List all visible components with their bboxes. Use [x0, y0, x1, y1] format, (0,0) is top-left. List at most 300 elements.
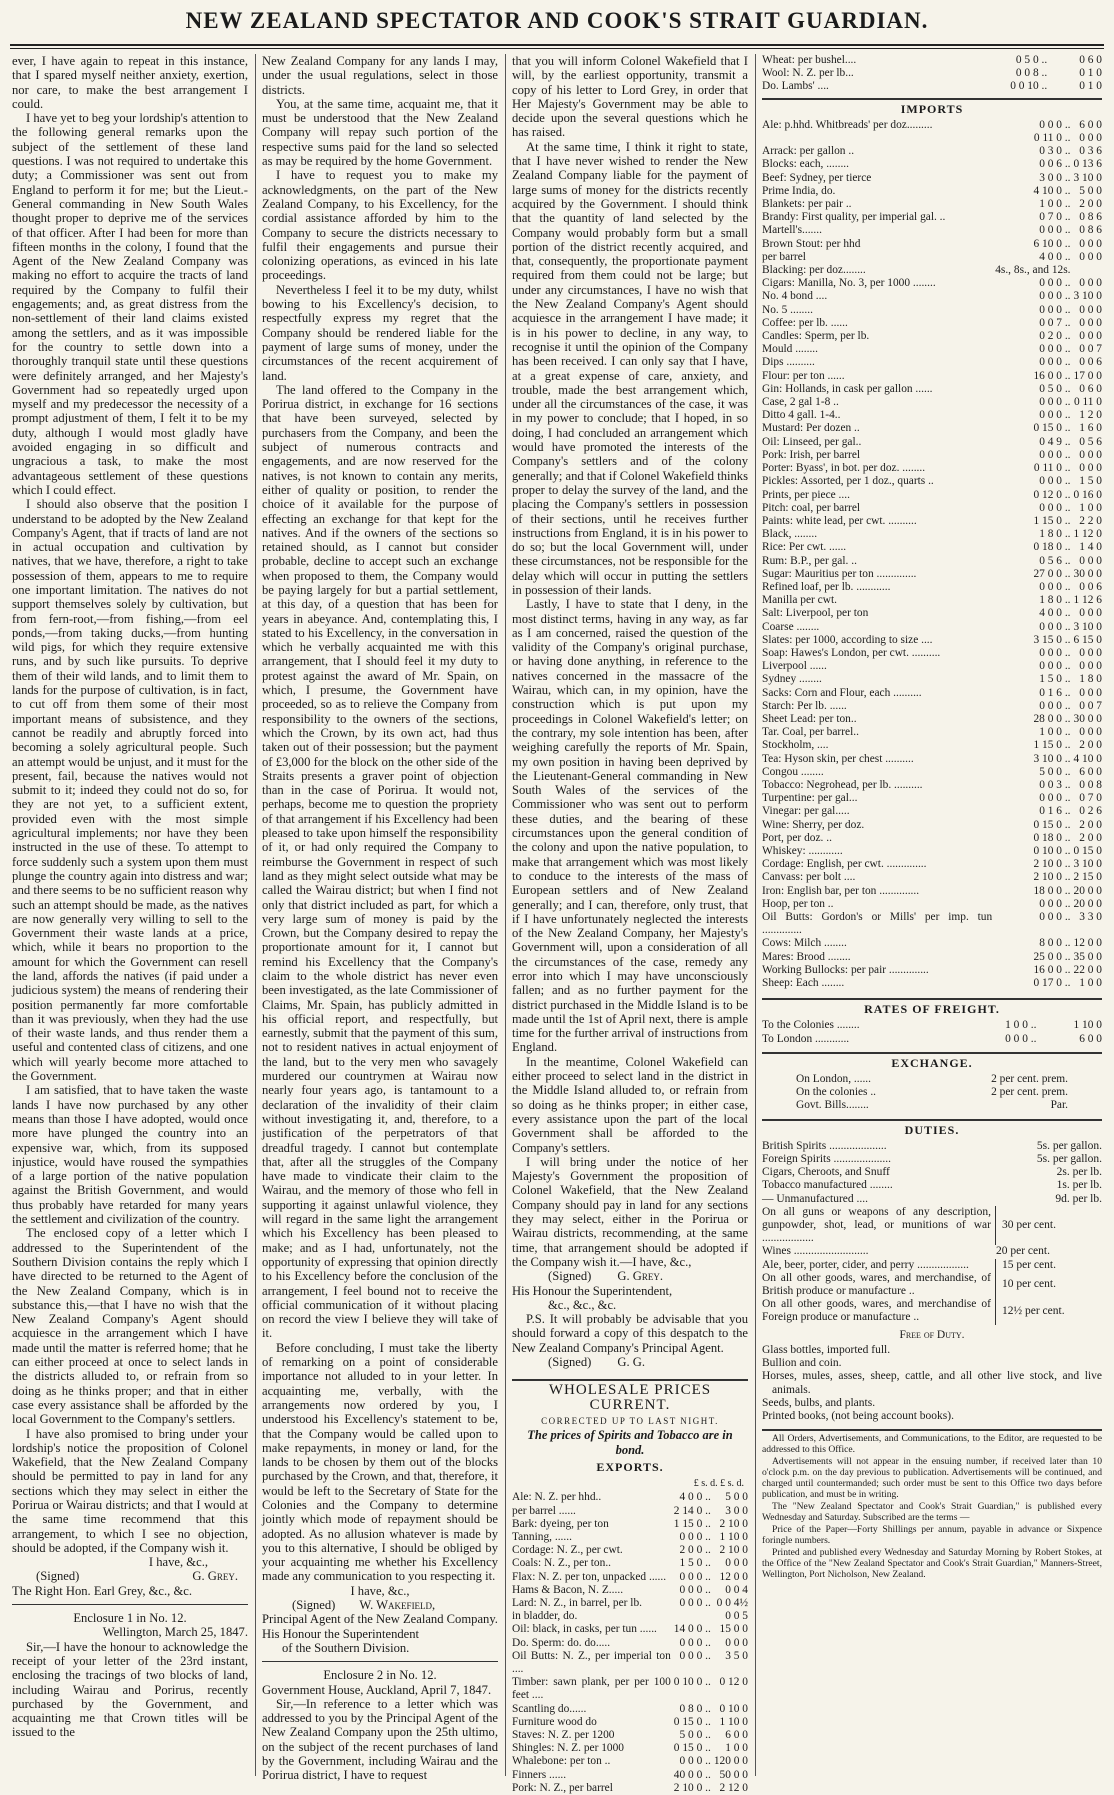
price-value: 0 0 0 .. — [1039, 792, 1071, 805]
price-row — [762, 224, 1102, 237]
price-item: Blacking: per doz........ — [762, 264, 866, 277]
price-value: 0 0 0 .. — [1039, 118, 1071, 131]
price-item: Salt: Liverpool, per ton — [762, 607, 869, 620]
price-value: 0 6 0 — [1079, 382, 1102, 395]
price-value: 0 0 7 .. — [1039, 316, 1071, 329]
signed-label: (Signed) — [548, 1269, 592, 1284]
price-item: Gin: Hollands, in cask per gallon ...... — [762, 382, 933, 395]
price-value: 0 0 8 — [1079, 778, 1102, 791]
price-item: Working Bullocks: per pair .............. — [762, 963, 929, 976]
price-value: 2 0 0 — [1079, 739, 1102, 752]
duty-group-rate: 15 per cent. — [1002, 1258, 1056, 1271]
prices-title: WHOLESALE PRICES CURRENT. — [548, 1382, 712, 1413]
price-value: 1 10 0 — [1073, 1019, 1102, 1032]
price-value: 0 0 0 .. — [679, 1755, 711, 1768]
price-value: 0 0 0 .. — [679, 1597, 711, 1610]
price-value: 0 5 6 .. — [1039, 554, 1071, 567]
price-value: 0 6 0 — [1079, 54, 1102, 66]
price-value: 3 15 0 .. — [1033, 633, 1071, 646]
column-1 — [12, 54, 248, 1776]
price-row — [762, 977, 1102, 990]
price-value: 6 15 0 — [1073, 633, 1102, 646]
price-value: 0 8 6 — [1079, 211, 1102, 224]
price-value: 27 0 0 .. — [1033, 567, 1071, 580]
price-value: 6 0 0 — [1079, 1032, 1102, 1045]
price-item: Liverpool ...... — [762, 660, 827, 673]
note-paragraph: Advertisements will not appear in the ensuing number, if received later than 10 o'clock p.m. on the day previous to publication. Advertisements will be continued, and charged until countermanded; such order must be sent to this Office two days before publication, and must be in writing. — [762, 1456, 1102, 1501]
price-item: Scantling do...... — [512, 1702, 587, 1715]
price-value: 0 10 0 .. — [673, 1676, 711, 1689]
price-item: Finners ...... — [512, 1768, 567, 1781]
price-value: 2 per cent. prem. — [991, 1086, 1068, 1099]
price-row — [762, 304, 1102, 317]
price-item: Stockholm, .... — [762, 739, 829, 752]
price-value: 0 15 0 .. — [1033, 818, 1071, 831]
price-value: 0 0 0 .. — [1005, 1032, 1037, 1045]
price-item: Pickles: Assorted, per 1 doz., quarts .. — [762, 475, 934, 488]
price-row — [762, 238, 1102, 251]
price-item: Ditto 4 gall. 1-4.. — [762, 409, 841, 422]
price-value: 0 0 5 — [725, 1610, 748, 1623]
price-value — [671, 1610, 711, 1623]
price-value: 3 10 0 .. — [1033, 752, 1071, 765]
price-value: 28 0 0 .. — [1033, 712, 1071, 725]
price-item: Case, 2 gal 1-8 .. — [762, 396, 839, 409]
price-row — [762, 343, 1102, 356]
freight-heading: RATES OF FREIGHT. — [864, 1002, 1000, 1017]
duty-group-british — [762, 1272, 1102, 1298]
price-row — [762, 436, 1102, 449]
closing: I have, &c., — [350, 1583, 410, 1598]
price-value: 2 0 0 — [1079, 198, 1102, 211]
price-value: 0 0 3 .. — [1039, 778, 1071, 791]
price-row — [762, 158, 1102, 171]
price-value: 0 0 0 .. — [1039, 343, 1071, 356]
price-value: 12 0 0 — [719, 1570, 748, 1583]
price-row — [762, 647, 1102, 660]
price-value: 18 0 0 .. — [1033, 884, 1071, 897]
price-row — [512, 1637, 748, 1650]
price-value: 2 0 0 — [1079, 831, 1102, 844]
duty-rate: 1s. per lb. — [1056, 1179, 1102, 1192]
price-value: 8 0 0 .. — [1039, 937, 1071, 950]
price-item: Congou ........ — [762, 765, 824, 778]
price-value: 0 0 0 .. — [679, 1636, 711, 1649]
price-value: 1 4 0 — [1079, 541, 1102, 554]
price-item: Vinegar: per gal..... — [762, 805, 850, 818]
price-row — [762, 594, 1102, 607]
price-value: 2 10 0 — [719, 1544, 748, 1557]
price-row — [762, 132, 1102, 145]
price-value: 1 0 0 .. — [1005, 1019, 1037, 1032]
duty-row — [762, 1179, 1102, 1192]
price-item: Rum: B.P., per gal. .. — [762, 554, 857, 567]
price-row — [512, 1729, 748, 1742]
price-value: 1 0 0 — [725, 1742, 748, 1755]
price-row — [762, 145, 1102, 158]
price-row — [512, 1769, 748, 1782]
price-row — [762, 568, 1102, 581]
price-value: 0 0 0 .. — [1039, 646, 1071, 659]
price-value: 2 10 0 — [719, 1517, 748, 1530]
price-value: 4 10 0 .. — [1033, 184, 1071, 197]
ps-signature — [512, 1355, 748, 1369]
price-row — [762, 1033, 1102, 1046]
price-value: 0 2 6 — [1079, 805, 1102, 818]
price-row — [512, 1518, 748, 1531]
body-paragraph: I should also observe that the position I understand to be adopted by the New Zealand Company's Agent, that if tracts of land are not in actual occupation and cultivation by natives, that we have, therefore, a right to take possession of them, appears to me to require one important limitation. The natives do not support themselves solely by cultivation, but from fern-root,—from fishing,—from eel ponds,—from taking ducks,—from hunting wild pigs, for which they require extensive runs, and by such like pursuits. To deprive them of their wild lands, and to limit them to lands for the purpose of cultivation, is in fact, to cut off from them some of their most important means of subsistence, and they cannot be readily and abruptly forced into becoming a solely agricultural people. Such an attempt would be unjust, and it must for the present, fail, because the natives would not submit to it; indeed they could not do so, for they are not yet, to a sufficient extent, provided even with the most simple agricultural implements; nor have they been instructed in the use of these. To attempt to force suddenly such a system upon them must plunge the country again into distress and war; and there seems to be no sufficient reason why such an attempt should be made, as the natives are now generally very willing to sell to the Government their waste lands at a price, which, while it bears no proportion to the amount for which the Government can resell the land, affords the natives (if paid under a judicious system) the means of rendering their position permanently far more comfortable than it was previously, when they had the use of their waste lands, and thus render them a useful and contented class of citizens, and one which will yearly become more attached to the Government. — [12, 497, 248, 1084]
price-value: 4s., 8s., and 12s. — [995, 264, 1071, 277]
duty-label: Foreign Spirits .................... — [762, 1153, 892, 1166]
price-row — [762, 964, 1102, 977]
signed-name: G. Grey. — [192, 1569, 238, 1584]
price-value: 17 0 0 — [1073, 369, 1102, 382]
price-row — [512, 1571, 748, 1584]
price-value: 6 0 0 — [725, 1729, 748, 1742]
price-value: 0 0 0 — [1079, 607, 1102, 620]
price-value: 1 0 0 — [1079, 501, 1102, 514]
price-value: 22 0 0 — [1073, 963, 1102, 976]
price-value: 0 15 0 — [1073, 844, 1102, 857]
price-item: Soap: Hawes's London, per cwt. .......... — [762, 646, 941, 659]
divider — [762, 1429, 1102, 1431]
price-value: 0 0 0 — [1079, 554, 1102, 567]
price-item: Tea: Hyson skin, per chest .......... — [762, 752, 914, 765]
price-row — [512, 1755, 748, 1768]
price-value: 3 0 0 — [725, 1504, 748, 1517]
masthead-rule — [10, 44, 1104, 46]
price-row — [762, 356, 1102, 369]
price-value: 0 0 0 .. — [1039, 448, 1071, 461]
price-value: 0 0 10 .. — [1010, 80, 1048, 93]
price-item: Cordage: English, per cwt. .............. — [762, 858, 927, 871]
price-value: 16 0 0 .. — [1033, 963, 1071, 976]
postscript: P.S. It will probably be advisable that you should forward a copy of this despatch to the New Zealand Company's Principal Agent. — [512, 1312, 748, 1355]
price-item: Flour: per ton ...... — [762, 369, 845, 382]
price-item: Paints: white lead, per cwt. .......... — [762, 514, 917, 527]
price-row — [512, 1597, 748, 1610]
price-row — [762, 515, 1102, 528]
price-value: 2 per cent. prem. — [991, 1073, 1068, 1086]
duty-group-ale — [762, 1259, 1102, 1272]
price-row — [762, 805, 1102, 818]
price-row — [762, 198, 1102, 211]
price-value: 0 0 0 .. — [1039, 911, 1071, 923]
price-item: Whalebone: per ton .. — [512, 1755, 611, 1768]
price-value: 0 17 0 .. — [1033, 977, 1071, 990]
price-value: 0 0 0 — [1079, 660, 1102, 673]
price-value: 4 0 0 .. — [1039, 607, 1071, 620]
price-item: Refined loaf, per lb. ............ — [762, 580, 891, 593]
price-value: 1 0 0 — [1079, 977, 1102, 990]
price-row — [512, 1505, 748, 1518]
duty-rate: 5s. per gallon. — [1036, 1139, 1102, 1152]
publication-notes — [762, 1433, 1102, 1580]
price-value: 4 0 0 .. — [1039, 250, 1071, 263]
price-value: 35 0 0 — [1073, 950, 1102, 963]
column-2-body — [262, 54, 498, 1584]
price-value: 0 15 0 .. — [673, 1715, 711, 1728]
price-row — [762, 911, 1102, 937]
price-value: 1 6 0 — [1079, 422, 1102, 435]
price-row — [762, 80, 1102, 93]
note-paragraph: Price of the Paper—Forty Shillings per annum, payable in advance or Sixpence foringle numbers. — [762, 1524, 1102, 1547]
price-value: 3 10 0 — [1073, 858, 1102, 871]
price-row — [796, 1099, 1068, 1112]
price-item: Hoop, per ton .. — [762, 897, 834, 910]
price-row — [762, 819, 1102, 832]
enclosure-place: Wellington, March 25, 1847. — [102, 1625, 248, 1640]
price-row — [762, 383, 1102, 396]
price-item: Whiskey: ............ — [762, 844, 843, 857]
price-item: Port, per doz. .. — [762, 831, 832, 844]
price-value: 0 18 0 .. — [1033, 541, 1071, 554]
signed-label: (Signed) — [36, 1569, 80, 1584]
duty-group-text: On all guns or weapons of any description, gunpowder, shot, lead, or munitions of war .................. — [762, 1206, 996, 1246]
price-row — [762, 462, 1102, 475]
price-value: 1 10 0 — [719, 1531, 748, 1543]
price-value: 0 0 0 .. — [1039, 224, 1071, 237]
price-row — [796, 1086, 1068, 1099]
price-value: 30 0 0 — [1073, 567, 1102, 580]
price-value: 0 0 0 — [725, 1636, 748, 1649]
price-item: Pork: Irish, per barrel — [762, 448, 861, 461]
price-value: 0 5 6 — [1079, 435, 1102, 448]
price-item: Martell's....... — [762, 224, 822, 237]
price-row — [762, 951, 1102, 964]
body-paragraph: Before concluding, I must take the liberty of remarking on a point of considerable importance not alluded to in your letter. In acquainting me, verbally, with the arrangements now ordered by you, I understood his Excellency's statement to be, that the Company would be called upon to make repayments, in money or land, for the lands to be chosen by them out of the blocks purchased by the Crown, and that, therefore, it would be left to the Secretary of State for the Colonies and the Company to determine jointly which mode of repayment should be adopted. As no allusion whatever is made by you to this alternative, I should be obliged by your acquainting me whether his Excellency made any communication to you respecting it. — [262, 1340, 498, 1584]
price-item: Mould ........ — [762, 343, 819, 356]
price-row — [512, 1676, 748, 1702]
price-item: Cordage: N. Z., per cwt. — [512, 1544, 623, 1557]
price-value: 6 0 0 — [1079, 765, 1102, 778]
note-paragraph: All Orders, Advertisements, and Communications, to the Editor, are requested to be addressed to this Office. — [762, 1433, 1102, 1456]
body-paragraph: I have yet to beg your lordship's attention to the following general remarks upon the subject of the settlement of these land questions. I was not required to undertake this duty; a Commissioner was sent out from England to perform it for me; but the Lieut.-General commanding in New South Wales thought proper to deprive me of the services of that officer. After I had been for more than fifteen months in the colony, I found that the Agent of the New Zealand Company was making no effort to acquire the tracts of land required by the Company to fulfil their engagements; and, as great distress from the non-settlement of their land claims existed among the settlers, and as it was impossible for the country to settle down into a thoroughly tranquil state until these questions were definitely arranged, and her Majesty's Government had so repeatedly urged upon myself and my predecessor the necessity of a prompt adjustment of them, I felt it to be my duty, although I would most gladly have avoided engaging in so difficult and ungracious a task, to make the most advantageous settlement of these questions which I could effect. — [12, 111, 248, 497]
price-value: 0 11 0 .. — [1033, 132, 1071, 145]
price-value: Par. — [1050, 1099, 1068, 1112]
price-row — [762, 832, 1102, 845]
price-value: 0 0 0 — [1079, 132, 1102, 145]
price-value: 0 0 0 .. — [679, 1531, 711, 1543]
duty-label: Tobacco manufactured ........ — [762, 1179, 893, 1192]
price-row — [512, 1703, 748, 1716]
duty-row — [762, 1153, 1102, 1166]
free-item: Seeds, bulbs, and plants. — [762, 1396, 876, 1409]
price-value: 2 0 0 — [1079, 818, 1102, 831]
enclosure-title: Enclosure 1 in No. 12. — [73, 1611, 187, 1626]
free-item: Printed books, (not being account books). — [762, 1409, 954, 1422]
price-value: 30 0 0 — [1073, 712, 1102, 725]
body-paragraph: I will bring under the notice of her Majesty's Government the proposition of Colonel Wakefield, that the New Zealand Company should pay in land for any sections they may select, either in the Porirua or Wairau districts, recommending, at the same time, that arrangement should be adopted if the Company wish it.—I have, &c., — [512, 1154, 748, 1269]
price-row — [762, 67, 1102, 80]
price-row — [512, 1557, 748, 1570]
price-value: 0 11 0 .. — [1033, 462, 1071, 475]
price-item: Slates: per 1000, according to size .... — [762, 633, 933, 646]
price-item: Pork: N. Z., per barrel — [512, 1781, 613, 1794]
divider — [762, 98, 1102, 100]
price-value: 0 1 6 .. — [1039, 686, 1071, 699]
column-divider — [255, 54, 256, 1776]
price-item: per barrel — [762, 250, 806, 263]
price-row — [512, 1610, 748, 1623]
price-value: 1 15 0 .. — [1033, 739, 1071, 752]
price-value: 0 0 0 .. — [1039, 356, 1071, 369]
price-item: Oil: black, in casks, per tun ...... — [512, 1623, 657, 1636]
masthead-title: NEW ZEALAND SPECTATOR AND COOK'S STRAIT GUARDIAN. — [185, 8, 929, 33]
addressee: His Honour the Superintendent, — [512, 1283, 673, 1298]
price-value: 0 8 6 — [1079, 224, 1102, 237]
body-paragraph: that you will inform Colonel Wakefield that I will, by the earliest opportunity, transmit a copy of his letter to Lord Grey, in order that Her Majesty's Government may be able to decide upon the several questions which he has raised. — [512, 54, 748, 140]
price-value: 0 0 4 — [725, 1583, 748, 1596]
signature-line — [12, 1569, 248, 1583]
price-item: Turpentine: per gal... — [762, 792, 858, 805]
enclosure-title: Enclosure 2 in No. 12. — [323, 1668, 437, 1683]
price-value: 15 0 0 — [719, 1623, 748, 1636]
price-value: 1 5 0 .. — [1039, 673, 1071, 686]
price-item: Dips .......... — [762, 356, 815, 369]
price-row — [762, 528, 1102, 541]
duties-heading: DUTIES. — [904, 1122, 960, 1137]
price-item: Ale: N. Z. per hhd.. — [512, 1491, 602, 1504]
price-item: Beef: Sydney, per tierce — [762, 171, 872, 184]
price-row — [762, 792, 1102, 805]
price-value: 0 10 0 — [719, 1702, 748, 1715]
prices-note: The prices of Spirits and Tobacco are in bond. — [527, 1428, 733, 1457]
price-item: On the colonies .. — [796, 1086, 877, 1099]
price-item: Oil: Linseed, per gal.. — [762, 435, 862, 448]
price-value: 40 0 0 .. — [673, 1768, 711, 1781]
duty-rate: 9d. per lb. — [1055, 1192, 1102, 1205]
price-value: 0 7 0 .. — [1039, 211, 1071, 224]
price-item: Tanning, ...... — [512, 1531, 572, 1543]
price-row — [762, 119, 1102, 132]
exports-table — [512, 1491, 748, 1795]
body-paragraph: I am satisfied, that to have taken the waste lands I have now purchased by any other means than those I have adopted, would once more have plunged the country into an expensive war, which, from its supposed injustice, would have roused the sympathies of a large portion of the native population against the British Government, and would thus probably have retarded for many years the settlement and civilization of the country. — [12, 1083, 248, 1227]
price-value: 1 0 0 .. — [1039, 198, 1071, 211]
free-item: Glass bottles, imported full. — [762, 1343, 891, 1356]
column-3-body — [512, 54, 748, 1269]
duties-list — [762, 1140, 1102, 1206]
price-item: Coarse ........ — [762, 620, 820, 633]
price-value: 0 1 6 .. — [1039, 805, 1071, 818]
price-item: Ale: p.hhd. Whitbreads' per doz......... — [762, 118, 933, 131]
price-value: 0 0 8 .. — [1015, 67, 1048, 80]
price-value: 1 5 0 .. — [679, 1557, 711, 1570]
price-value: 0 0 0 .. — [1039, 699, 1071, 712]
body-paragraph: Nevertheless I feel it to be my duty, whilst bowing to his Excellency's decision, to respectfully express my regret that the Company should be rendered liable for the payment of large sums of money, under the circumstances of the recent acquirement of land. — [262, 282, 498, 383]
price-item: On London, ...... — [796, 1073, 871, 1086]
price-value: 5 0 0 .. — [1039, 765, 1071, 778]
price-value: 0 18 0 .. — [1033, 831, 1071, 844]
price-item: Wine: Sherry, per doz. — [762, 818, 865, 831]
price-value: 0 0 6 — [1079, 580, 1102, 593]
enclosure-place: Government House, Auckland, April 7, 1847. — [262, 1682, 492, 1697]
price-row — [762, 251, 1102, 264]
price-row — [512, 1716, 748, 1729]
price-value: 0 0 0 .. — [1039, 897, 1071, 910]
price-item: Iron: English bar, per ton .............. — [762, 884, 920, 897]
price-value: 1 8 0 — [1079, 673, 1102, 686]
price-row — [762, 845, 1102, 858]
price-value: 3 10 0 — [1073, 290, 1102, 303]
price-value: 0 1 0 — [1079, 80, 1102, 93]
duty-group-rate: 12½ per cent. — [1002, 1304, 1065, 1317]
price-item: Cigars: Manilla, No. 3, per 1000 ........ — [762, 277, 936, 290]
price-value: 4 0 0 .. — [679, 1491, 711, 1504]
price-item: Lard: N. Z., in barrel, per lb. — [512, 1597, 642, 1610]
duty-label: — Unmanufactured .... — [762, 1192, 869, 1205]
price-row — [762, 660, 1102, 673]
body-paragraph: I have also promised to bring under your lordship's notice the proposition of Colonel Wakefield, that the New Zealand Company should be permitted to pay in land for any sections which they may select in either the Porirua or Wairau districts; and that I would at the same time recommend that this arrangement, to which I see no objection, should be adopted, if the Company wish it. — [12, 1426, 248, 1555]
price-item: Starch: Per lb. ...... — [762, 699, 847, 712]
divider — [512, 1379, 748, 1381]
price-row — [762, 1019, 1102, 1032]
price-item: in bladder, do. — [512, 1610, 578, 1623]
exports-heading: EXPORTS. — [596, 1459, 664, 1474]
price-value: 0 0 0 — [1079, 686, 1102, 699]
price-value: 0 0 0 — [1079, 646, 1102, 659]
price-value: 0 2 0 .. — [1039, 330, 1071, 343]
price-item: Mares: Brood ........ — [762, 950, 851, 963]
price-value: 3 5 0 — [725, 1649, 748, 1662]
addressee-line-2: &c., &c., &c. — [548, 1297, 617, 1312]
price-value: 0 0 0 — [1079, 303, 1102, 316]
price-row — [512, 1742, 748, 1755]
price-row — [512, 1650, 748, 1676]
price-row — [512, 1491, 748, 1504]
duty-group-text: On all other goods, wares, and merchandise, of British produce or manufacture .. — [762, 1272, 996, 1298]
price-row — [762, 502, 1102, 515]
duty-rate: 5s. per gallon. — [1036, 1153, 1102, 1166]
price-value: 0 0 0 .. — [1039, 396, 1071, 409]
price-value: 1 8 0 .. — [1039, 594, 1071, 607]
price-value: 20 0 0 — [1073, 884, 1102, 897]
price-item: Brandy: First quality, per imperial gal. .. — [762, 211, 946, 224]
price-row — [762, 185, 1102, 198]
produce-prices-table — [762, 54, 1102, 94]
price-value: 0 0 0 .. — [1039, 290, 1071, 303]
price-row — [762, 634, 1102, 647]
price-item: Porter: Byass', in bot. per doz. ........ — [762, 462, 926, 475]
price-row — [512, 1531, 748, 1544]
price-value: 6 10 0 .. — [1033, 237, 1071, 250]
price-value: 1 10 0 — [719, 1715, 748, 1728]
price-value: 0 0 6 — [1079, 356, 1102, 369]
price-item: Manilla per cwt. — [762, 594, 837, 607]
prices-corrected: CORRECTED UP TO LAST NIGHT. — [541, 1415, 719, 1426]
price-value: 2 14 0 .. — [673, 1504, 711, 1517]
price-row — [762, 489, 1102, 502]
price-value: 0 0 0 .. — [1039, 660, 1071, 673]
price-value: 0 0 0 .. — [1039, 277, 1071, 290]
price-row — [762, 779, 1102, 792]
price-row — [762, 317, 1102, 330]
imports-heading: IMPORTS — [900, 101, 964, 116]
body-paragraph: I have to request you to make my acknowledgments, on the part of the New Zealand Company, to his Excellency, for the cordial assistance afforded by him to the Company to secure the districts necessary to fulfil their engagements and pursue their colonizing operations, as evinced in his late proceedings. — [262, 168, 498, 283]
price-value: 2 0 0 .. — [679, 1544, 711, 1557]
column-divider — [755, 54, 756, 1776]
price-value: 0 10 0 .. — [1033, 844, 1071, 857]
price-row — [762, 673, 1102, 686]
price-row — [762, 330, 1102, 343]
body-paragraph: The enclosed copy of a letter which I addressed to the Superintendent of the Southern Division contains the reply which I have directed to be returned to the Agent of the New Zealand Company, which is in substance this,—that I have no wish that the New Zealand Company's Agent should acquiesce in the arrangement which I have made until the matter is referred home; that he can either proceed at once to select lands in the districts alluded to, or refrain from so doing as he thinks proper; and that in either case every assistance shall be afforded by the local Government to the Company's settlers. — [12, 1226, 248, 1427]
price-item — [762, 132, 992, 145]
body-paragraph: At the same time, I think it right to state, that I have never wished to render the New Zealand Company liable for the payment of large sums of money for the districts recently acquired by the Government. I should think that the quantity of land selected by the Company would probably form but a small portion of the district recently acquired, and that, consequently, the proportionate payment required from them could not be large; but under any circumstances, I have no wish that the New Zealand Company's Agent should acquiesce in the arrangement I have made; it is in his power to decline, in any way, to recognise it until the opinion of the Company has been received. I can only say that I have, at a great expense of care, anxiety, and trouble, made the best arrangement which, under all the circumstances of the case, it was in my power to conclude; that I hoped, in so doing, I had concluded an arrangement which would have promoted the interests of the Company's settlers and of the colony generally; and that if Colonel Wakefield thinks proper to delay the survey of the land, and the placing the Company's settlers in possession of their sections, until he receives further instructions from England, it is in his power to do so; but the local Government will, under these circumstances, not be responsible for the delay which will occur in putting the settlers in possession of their lands. — [512, 139, 748, 597]
price-item: Brown Stout: per hhd — [762, 237, 861, 250]
imports-table — [762, 119, 1102, 990]
price-row — [762, 739, 1102, 752]
price-item: Cows: Milch ........ — [762, 937, 847, 950]
